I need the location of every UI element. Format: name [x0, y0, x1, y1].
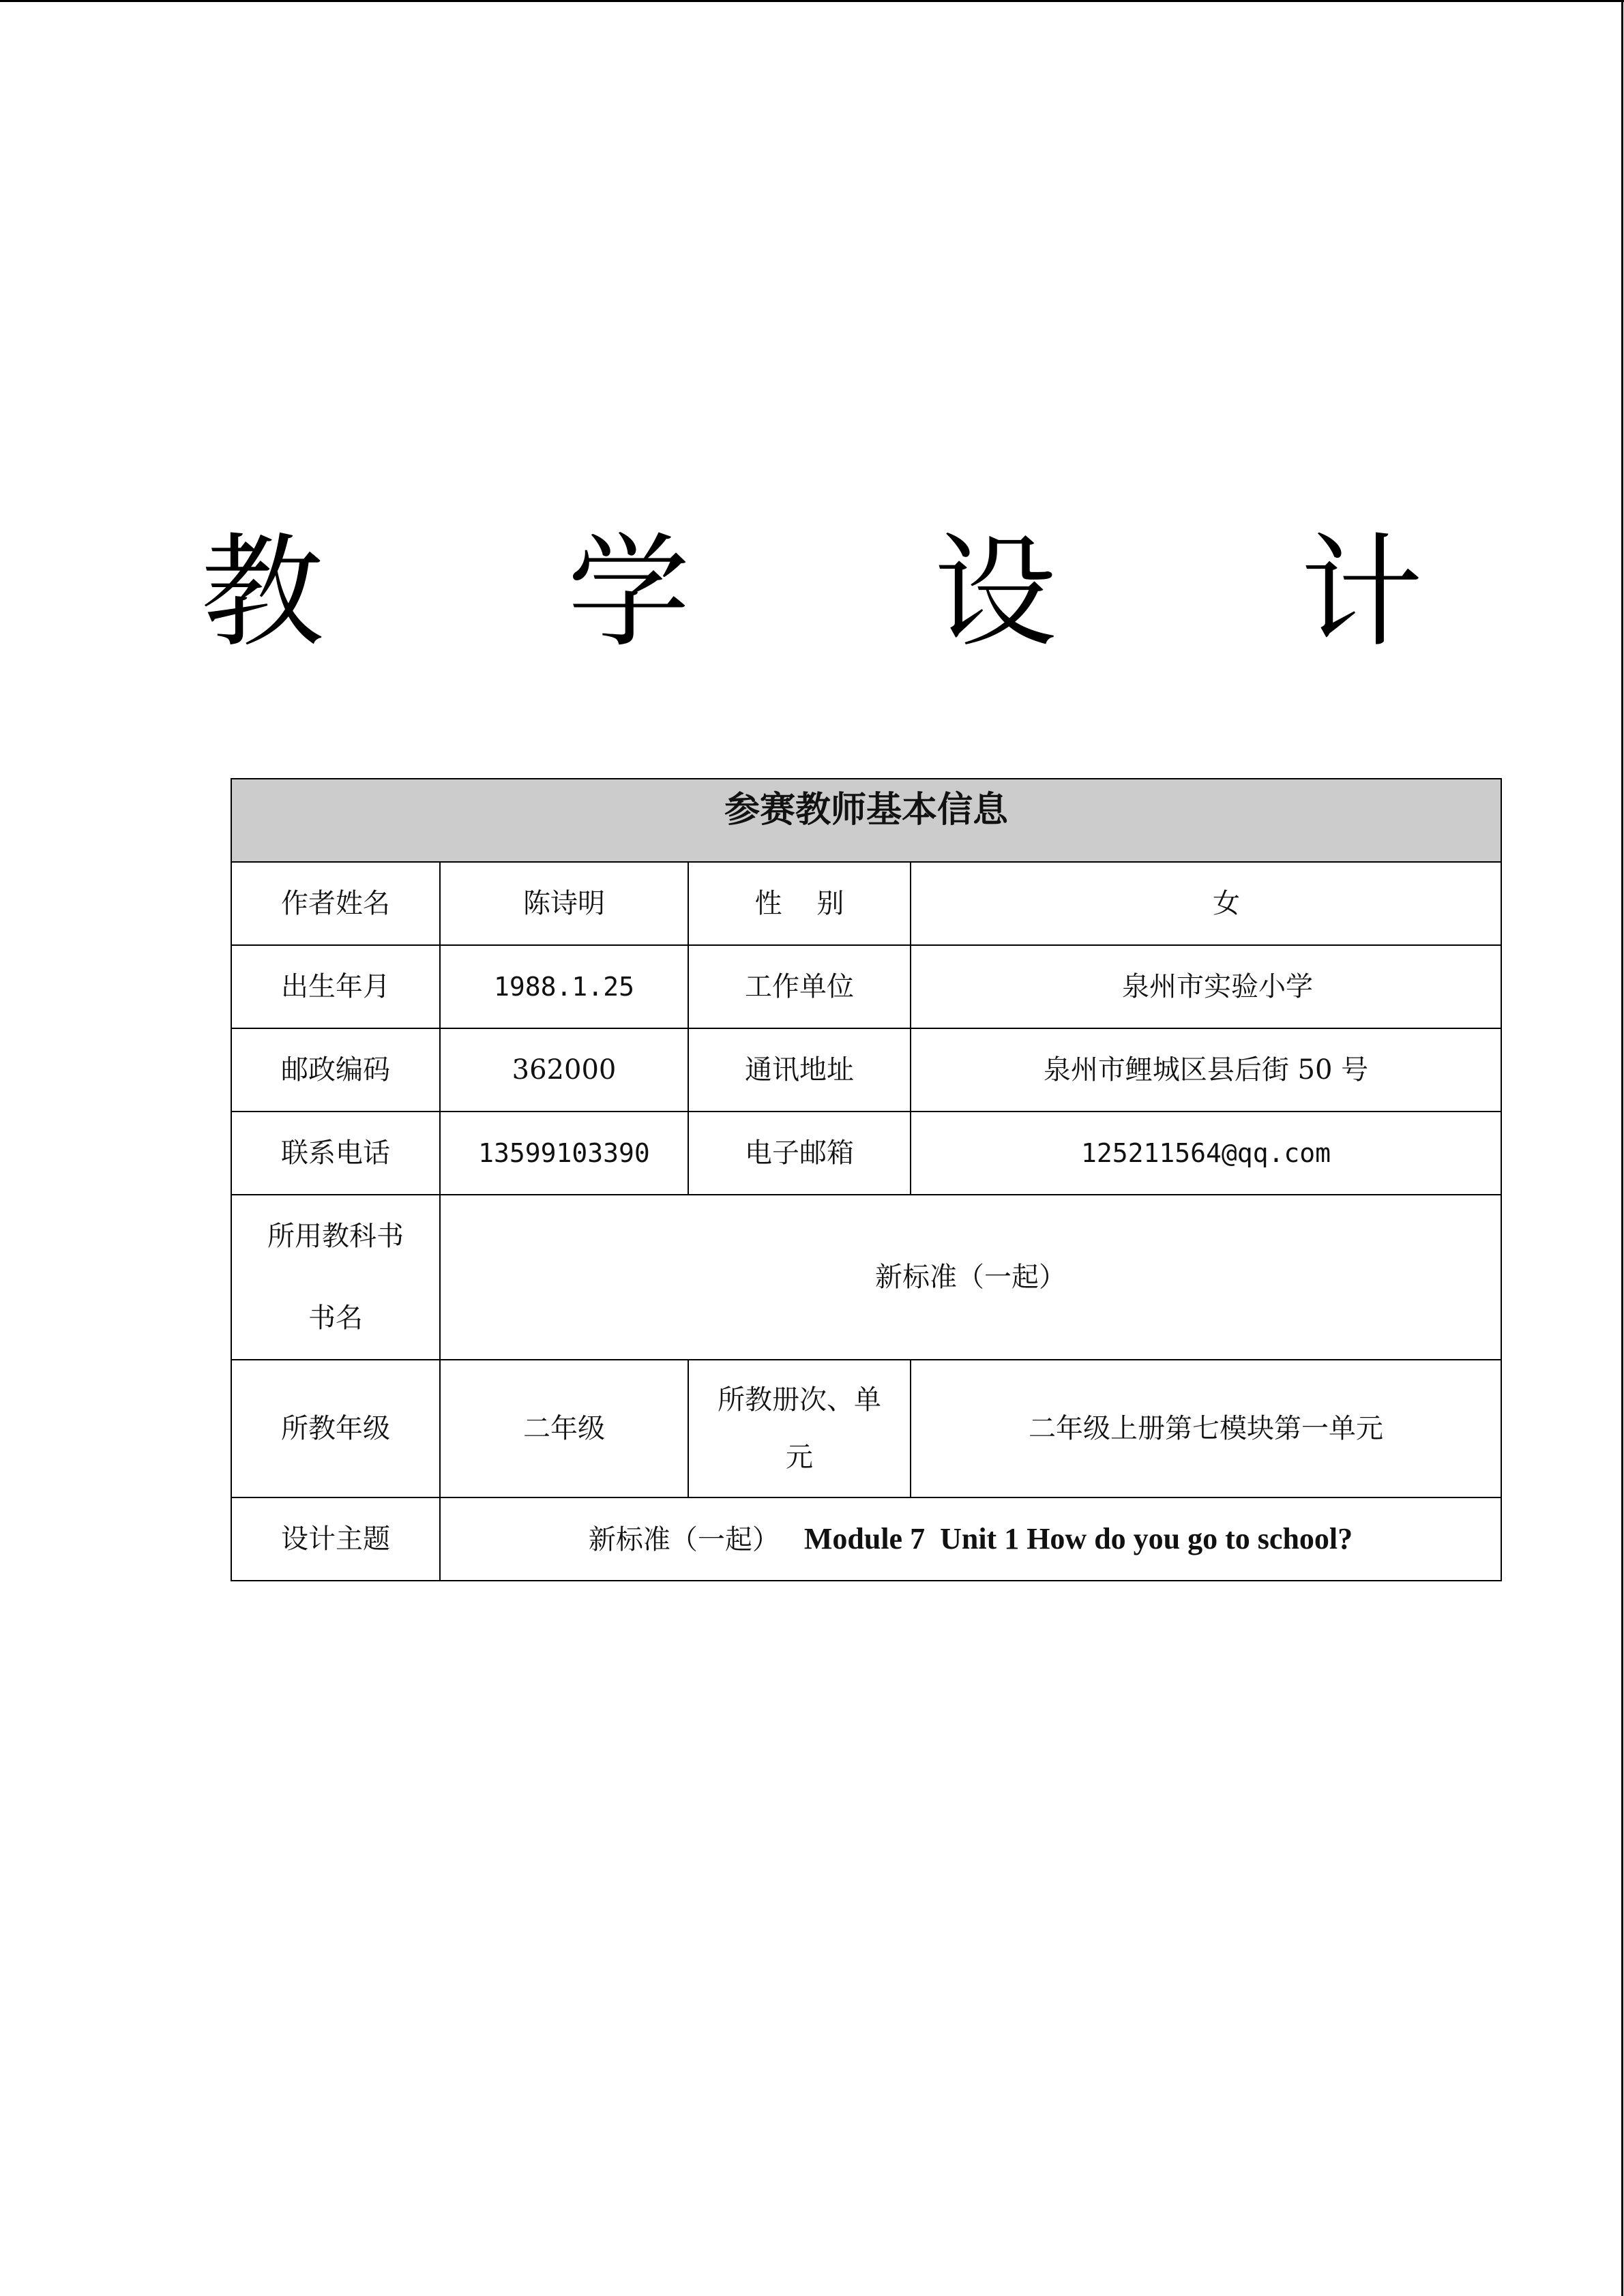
- email-label: 电子邮箱: [688, 1112, 911, 1195]
- email-value: 125211564@qq.com: [911, 1112, 1501, 1195]
- theme-label: 设计主题: [231, 1497, 440, 1581]
- volume-unit-label-line1: 所教册次、单: [718, 1384, 881, 1416]
- postal-code-label: 邮政编码: [231, 1028, 440, 1112]
- page-top-border: [0, 0, 1624, 2]
- table-row: [231, 1112, 1501, 1195]
- textbook-label-line2: 书名: [308, 1302, 363, 1334]
- theme-value-cn: 新标准（一起）: [588, 1523, 780, 1555]
- table-row: [231, 1028, 1501, 1112]
- table-row: [231, 945, 1501, 1028]
- work-unit-label: 工作单位: [688, 945, 911, 1028]
- textbook-label: [231, 1195, 440, 1360]
- volume-unit-label: [688, 1360, 911, 1497]
- volume-unit-label-line2: 元: [786, 1442, 813, 1473]
- address-value: 泉州市鲤城区县后街 50 号: [911, 1028, 1501, 1112]
- theme-value: [440, 1497, 1501, 1581]
- volume-unit-value: 二年级上册第七模块第一单元: [911, 1360, 1501, 1497]
- table-header-row: [231, 779, 1501, 862]
- table-row: [231, 862, 1501, 945]
- gender-label: 性 别: [688, 862, 911, 945]
- birth-date-value: 1988.1.25: [440, 945, 688, 1028]
- document-title: 教 学 设 计: [201, 522, 1526, 664]
- author-name-label: 作者姓名: [231, 862, 440, 945]
- birth-date-label: 出生年月: [231, 945, 440, 1028]
- gender-value: [911, 862, 1501, 945]
- teacher-info-table: [231, 778, 1502, 1581]
- work-unit-value: 泉州市实验小学: [911, 945, 1501, 1028]
- postal-code-value: 362000: [440, 1028, 688, 1112]
- phone-label: 联系电话: [231, 1112, 440, 1195]
- page-right-border: [1621, 0, 1623, 2296]
- grade-label: 所教年级: [231, 1360, 440, 1497]
- table-header: 参赛教师基本信息: [231, 779, 1501, 862]
- table-row: [231, 1195, 1501, 1360]
- table-row: [231, 1497, 1501, 1581]
- phone-value: 13599103390: [440, 1112, 688, 1195]
- theme-value-en: Module 7 Unit 1 How do you go to school?: [803, 1521, 1353, 1555]
- textbook-label-line1: 所用教科书: [267, 1221, 404, 1252]
- table-row: [231, 1360, 1501, 1497]
- textbook-value: 新标准（一起）: [440, 1195, 1501, 1360]
- grade-value: 二年级: [440, 1360, 688, 1497]
- address-label: 通讯地址: [688, 1028, 911, 1112]
- gender-value-text: 女: [1213, 888, 1240, 919]
- author-name-value: 陈诗明: [440, 862, 688, 945]
